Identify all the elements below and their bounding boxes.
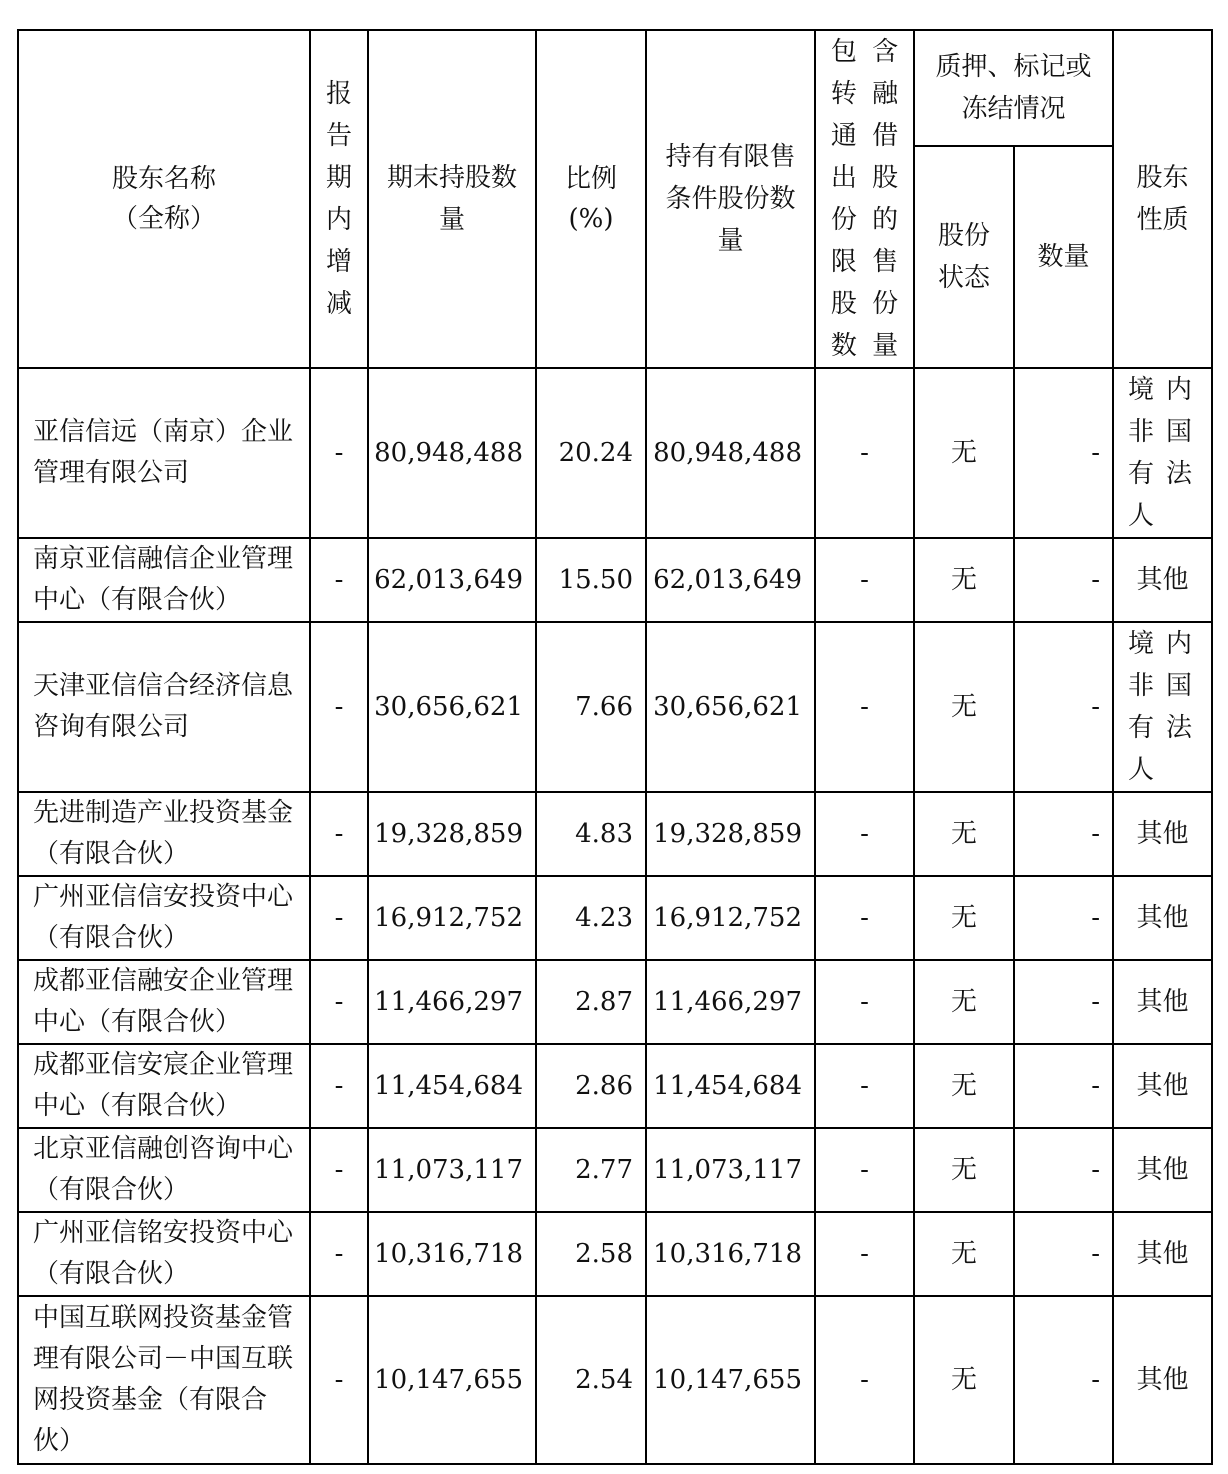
ratio-cell: 20.24 xyxy=(536,368,646,538)
period-change-cell: - xyxy=(310,792,368,876)
pledge-status-cell: 无 xyxy=(914,538,1014,622)
table-row xyxy=(18,538,1212,622)
period-change-cell: - xyxy=(310,876,368,960)
restricted-shares-cell: 62,013,649 xyxy=(646,538,815,622)
shareholder-nature-cell: 境内非国有法人 xyxy=(1113,622,1212,792)
shareholder-nature-cell: 其他 xyxy=(1113,876,1212,960)
pledge-status-cell: 无 xyxy=(914,876,1014,960)
shares-held-cell: 30,656,621 xyxy=(368,622,536,792)
lent-shares-cell: - xyxy=(815,960,914,1044)
pledge-quantity-cell: - xyxy=(1014,538,1113,622)
period-change-cell: - xyxy=(310,622,368,792)
period-change-cell: - xyxy=(310,1296,368,1464)
lent-shares-cell: - xyxy=(815,792,914,876)
header-shares-held: 期末持股数量 xyxy=(368,30,536,368)
pledge-status-cell: 无 xyxy=(914,1044,1014,1128)
table-row xyxy=(18,1128,1212,1212)
table-row xyxy=(18,1296,1212,1464)
lent-shares-cell: - xyxy=(815,622,914,792)
shareholder-nature-cell: 其他 xyxy=(1113,1212,1212,1296)
shareholder-name-cell: 成都亚信融安企业管理中心（有限合伙） xyxy=(18,960,310,1044)
pledge-status-cell: 无 xyxy=(914,1128,1014,1212)
header-lent-col2: 含融借股的售份量 xyxy=(872,37,899,361)
table-row xyxy=(18,622,1212,792)
table-row xyxy=(18,792,1212,876)
shareholder-name-cell: 广州亚信铭安投资中心（有限合伙） xyxy=(18,1212,310,1296)
shareholder-name-cell: 北京亚信融创咨询中心（有限合伙） xyxy=(18,1128,310,1212)
ratio-cell: 2.54 xyxy=(536,1296,646,1464)
ratio-cell: 4.83 xyxy=(536,792,646,876)
ratio-cell: 2.77 xyxy=(536,1128,646,1212)
table-row xyxy=(18,1212,1212,1296)
restricted-shares-cell: 11,466,297 xyxy=(646,960,815,1044)
lent-shares-cell: - xyxy=(815,1296,914,1464)
restricted-shares-cell: 11,454,684 xyxy=(646,1044,815,1128)
shareholder-nature-cell: 境内非国有法人 xyxy=(1113,368,1212,538)
shareholder-nature-cell: 其他 xyxy=(1113,1128,1212,1212)
shareholder-nature-cell: 其他 xyxy=(1113,1044,1212,1128)
header-restricted-shares: 持有有限售条件股份数量 xyxy=(646,30,815,368)
pledge-quantity-cell: - xyxy=(1014,876,1113,960)
shareholder-nature-cell: 其他 xyxy=(1113,538,1212,622)
header-ratio xyxy=(536,30,646,368)
period-change-cell: - xyxy=(310,960,368,1044)
shareholder-name-cell: 中国互联网投资基金管理有限公司－中国互联网投资基金（有限合伙） xyxy=(18,1296,310,1464)
header-lent-col1: 包转通出份限股数 xyxy=(830,37,857,361)
shares-held-cell: 10,147,655 xyxy=(368,1296,536,1464)
shareholder-name-cell: 南京亚信融信企业管理中心（有限合伙） xyxy=(18,538,310,622)
table-row xyxy=(18,960,1212,1044)
table-body xyxy=(18,368,1212,1464)
table-row xyxy=(18,876,1212,960)
shares-held-cell: 10,316,718 xyxy=(368,1212,536,1296)
header-period-change: 报告期内增减 xyxy=(310,30,368,368)
period-change-cell: - xyxy=(310,538,368,622)
ratio-cell: 7.66 xyxy=(536,622,646,792)
pledge-quantity-cell: - xyxy=(1014,1212,1113,1296)
lent-shares-cell: - xyxy=(815,538,914,622)
pledge-quantity-cell: - xyxy=(1014,1044,1113,1128)
restricted-shares-cell: 30,656,621 xyxy=(646,622,815,792)
shareholder-name-cell: 天津亚信信合经济信息咨询有限公司 xyxy=(18,622,310,792)
restricted-shares-cell: 11,073,117 xyxy=(646,1128,815,1212)
period-change-cell: - xyxy=(310,1128,368,1212)
pledge-status-cell: 无 xyxy=(914,622,1014,792)
shares-held-cell: 62,013,649 xyxy=(368,538,536,622)
shareholder-table xyxy=(17,29,1213,1465)
shareholder-name-cell: 先进制造产业投资基金（有限合伙） xyxy=(18,792,310,876)
pledge-quantity-cell: - xyxy=(1014,1128,1113,1212)
header-pledge-group: 质押、标记或冻结情况 xyxy=(914,30,1113,146)
header-pledge-status: 股份状态 xyxy=(914,146,1014,368)
ratio-cell: 2.87 xyxy=(536,960,646,1044)
table-row xyxy=(18,368,1212,538)
header-shareholder-name xyxy=(18,30,310,368)
restricted-shares-cell: 80,948,488 xyxy=(646,368,815,538)
header-ratio-line1: 比例 xyxy=(564,164,617,194)
header-pledge-quantity: 数量 xyxy=(1014,146,1113,368)
header-ratio-line2: (%) xyxy=(568,204,614,234)
shareholder-name-cell: 广州亚信信安投资中心（有限合伙） xyxy=(18,876,310,960)
period-change-cell: - xyxy=(310,1044,368,1128)
ratio-cell: 15.50 xyxy=(536,538,646,622)
table-row xyxy=(18,1044,1212,1128)
header-shareholder-nature: 股东性质 xyxy=(1113,30,1212,368)
period-change-cell: - xyxy=(310,1212,368,1296)
restricted-shares-cell: 10,316,718 xyxy=(646,1212,815,1296)
header-name-line2: （全称） xyxy=(111,204,216,234)
header-lent-shares xyxy=(815,30,914,368)
pledge-status-cell: 无 xyxy=(914,960,1014,1044)
pledge-quantity-cell: - xyxy=(1014,792,1113,876)
lent-shares-cell: - xyxy=(815,876,914,960)
table-header xyxy=(18,30,1212,368)
shares-held-cell: 80,948,488 xyxy=(368,368,536,538)
shareholder-nature-cell: 其他 xyxy=(1113,792,1212,876)
shares-held-cell: 11,454,684 xyxy=(368,1044,536,1128)
shareholder-nature-cell: 其他 xyxy=(1113,1296,1212,1464)
lent-shares-cell: - xyxy=(815,1044,914,1128)
ratio-cell: 2.86 xyxy=(536,1044,646,1128)
pledge-quantity-cell: - xyxy=(1014,622,1113,792)
lent-shares-cell: - xyxy=(815,368,914,538)
pledge-status-cell: 无 xyxy=(914,1212,1014,1296)
pledge-status-cell: 无 xyxy=(914,1296,1014,1464)
header-name-line1: 股东名称 xyxy=(111,164,216,194)
restricted-shares-cell: 19,328,859 xyxy=(646,792,815,876)
lent-shares-cell: - xyxy=(815,1212,914,1296)
pledge-status-cell: 无 xyxy=(914,368,1014,538)
period-change-cell: - xyxy=(310,368,368,538)
restricted-shares-cell: 16,912,752 xyxy=(646,876,815,960)
shares-held-cell: 11,466,297 xyxy=(368,960,536,1044)
shares-held-cell: 16,912,752 xyxy=(368,876,536,960)
pledge-quantity-cell: - xyxy=(1014,960,1113,1044)
shareholder-table-wrapper xyxy=(17,29,1213,1465)
pledge-status-cell: 无 xyxy=(914,792,1014,876)
shares-held-cell: 19,328,859 xyxy=(368,792,536,876)
pledge-quantity-cell: - xyxy=(1014,1296,1113,1464)
lent-shares-cell: - xyxy=(815,1128,914,1212)
restricted-shares-cell: 10,147,655 xyxy=(646,1296,815,1464)
shares-held-cell: 11,073,117 xyxy=(368,1128,536,1212)
ratio-cell: 2.58 xyxy=(536,1212,646,1296)
shareholder-name-cell: 成都亚信安宸企业管理中心（有限合伙） xyxy=(18,1044,310,1128)
ratio-cell: 4.23 xyxy=(536,876,646,960)
pledge-quantity-cell: - xyxy=(1014,368,1113,538)
shareholder-name-cell: 亚信信远（南京）企业管理有限公司 xyxy=(18,368,310,538)
shareholder-nature-cell: 其他 xyxy=(1113,960,1212,1044)
